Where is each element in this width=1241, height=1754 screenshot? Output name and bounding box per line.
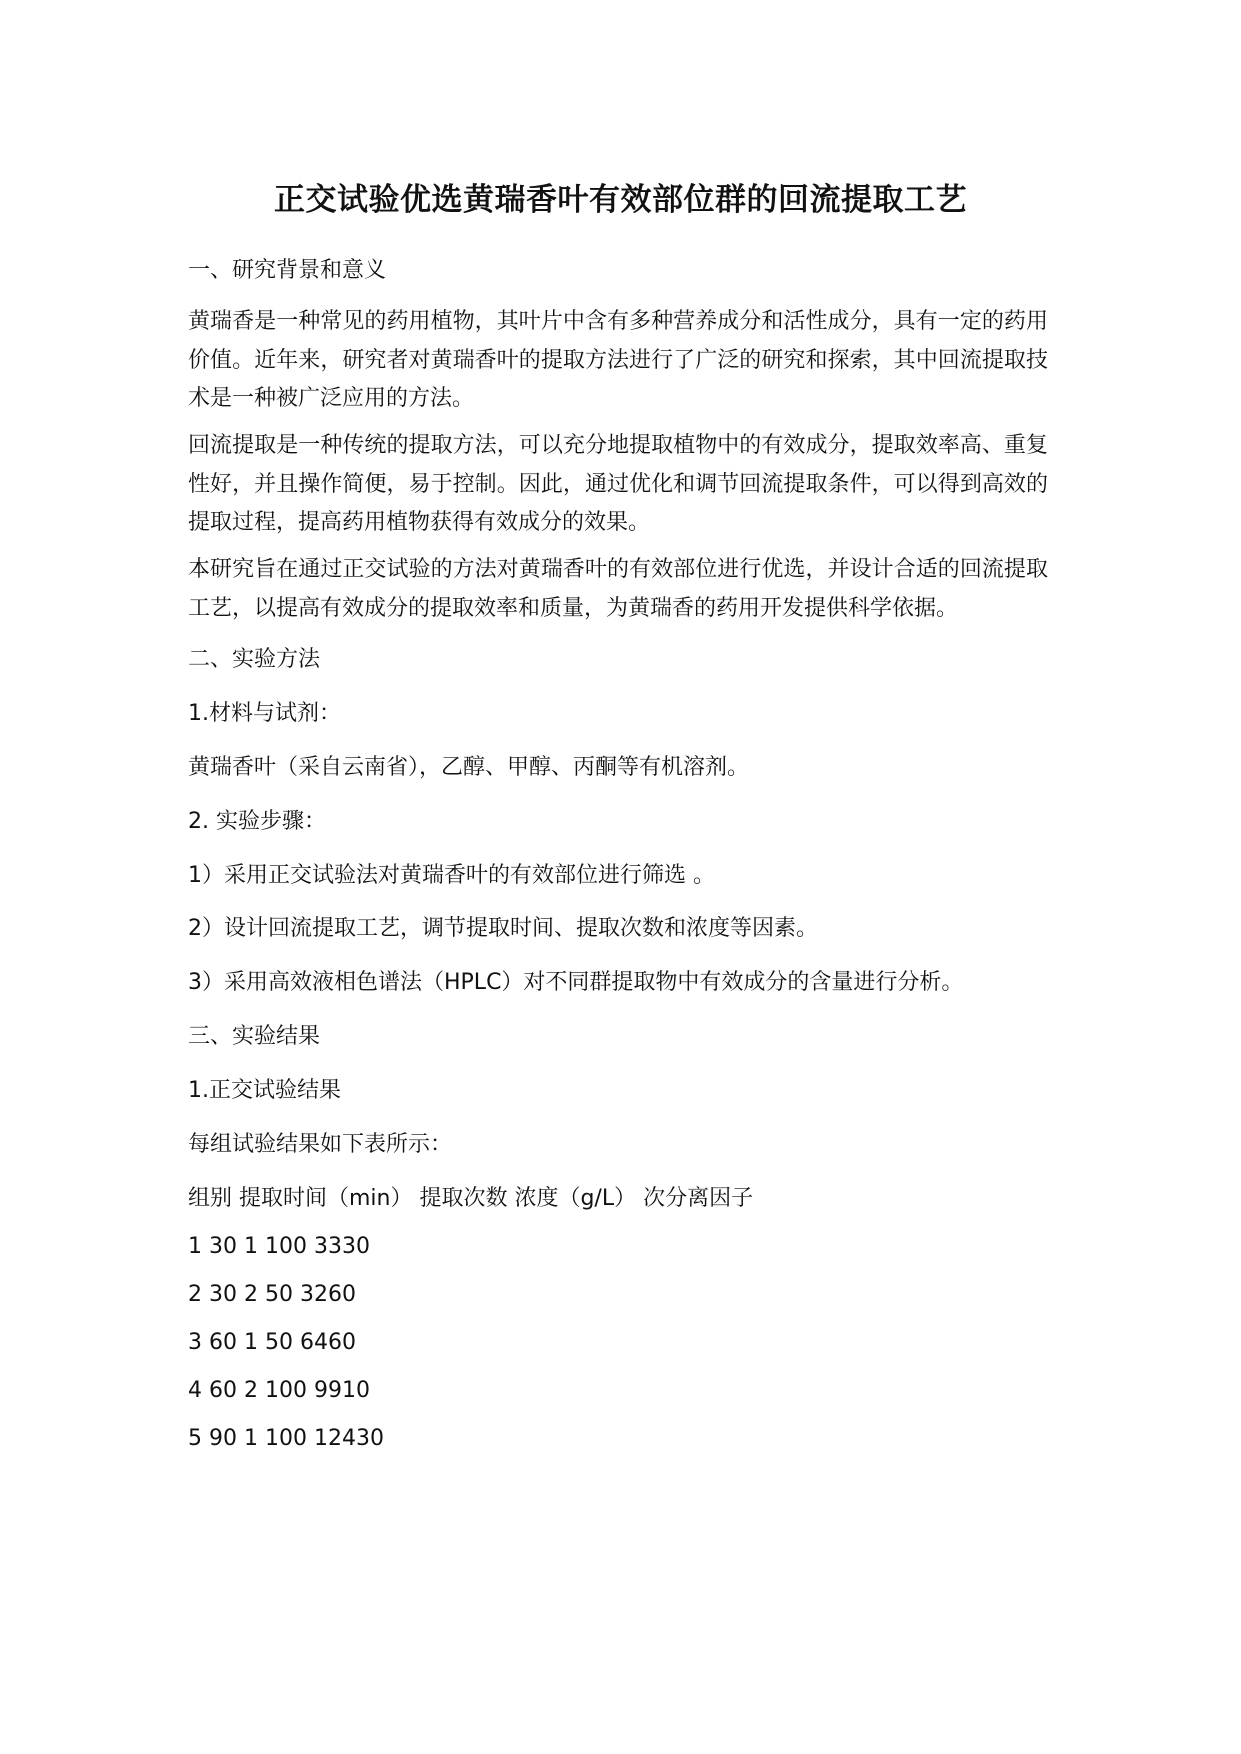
results-intro: 每组试验结果如下表所示： — [188, 1132, 453, 1157]
table-row: 3 60 1 50 6460 — [188, 1330, 356, 1355]
table-row: 5 90 1 100 12430 — [188, 1426, 384, 1451]
step-item-1: 1）采用正交试验法对黄瑞香叶的有效部位进行筛选 。 — [188, 863, 715, 888]
table-header: 组别 提取时间（min） 提取次数 浓度（g/L） 次分离因子 — [188, 1186, 754, 1211]
paragraph-study-aim: 本研究旨在通过正交试验的方法对黄瑞香叶的有效部位进行优选，并设计合适的回流提取工艺，以提高有效成分的提取效率和质量，为黄瑞香的药用开发提供科学依据。 — [188, 557, 1048, 621]
section-heading-background: 一、研究背景和意义 — [188, 258, 387, 283]
subheading-orthogonal-results: 1.正交试验结果 — [188, 1078, 341, 1103]
step-item-2: 2）设计回流提取工艺，调节提取时间、提取次数和浓度等因素。 — [188, 916, 818, 941]
subheading-materials: 1.材料与试剂： — [188, 701, 341, 726]
table-row: 4 60 2 100 9910 — [188, 1378, 370, 1403]
subheading-steps: 2. 实验步骤： — [188, 809, 326, 834]
section-heading-results: 三、实验结果 — [188, 1024, 321, 1049]
step-item-3: 3）采用高效液相色谱法（HPLC）对不同群提取物中有效成分的含量进行分析。 — [188, 970, 964, 995]
table-row: 1 30 1 100 3330 — [188, 1234, 370, 1259]
paragraph-reflux-method: 回流提取是一种传统的提取方法，可以充分地提取植物中的有效成分，提取效率高、重复性好，并且操作简便，易于控制。因此，通过优化和调节回流提取条件，可以得到高效的提取过程，提高药用植物获得有效成分的效果。 — [188, 433, 1048, 535]
section-heading-methods: 二、实验方法 — [188, 647, 321, 672]
materials-text: 黄瑞香叶（采自云南省），乙醇、甲醇、丙酮等有机溶剂。 — [188, 755, 750, 780]
paragraph-intro: 黄瑞香是一种常见的药用植物，其叶片中含有多种营养成分和活性成分，具有一定的药用价值。近年来，研究者对黄瑞香叶的提取方法进行了广泛的研究和探索，其中回流提取技术是一种被广泛应用的方法。 — [188, 309, 1048, 411]
table-row: 2 30 2 50 3260 — [188, 1282, 356, 1307]
document-title: 正交试验优选黄瑞香叶有效部位群的回流提取工艺 — [274, 182, 967, 218]
